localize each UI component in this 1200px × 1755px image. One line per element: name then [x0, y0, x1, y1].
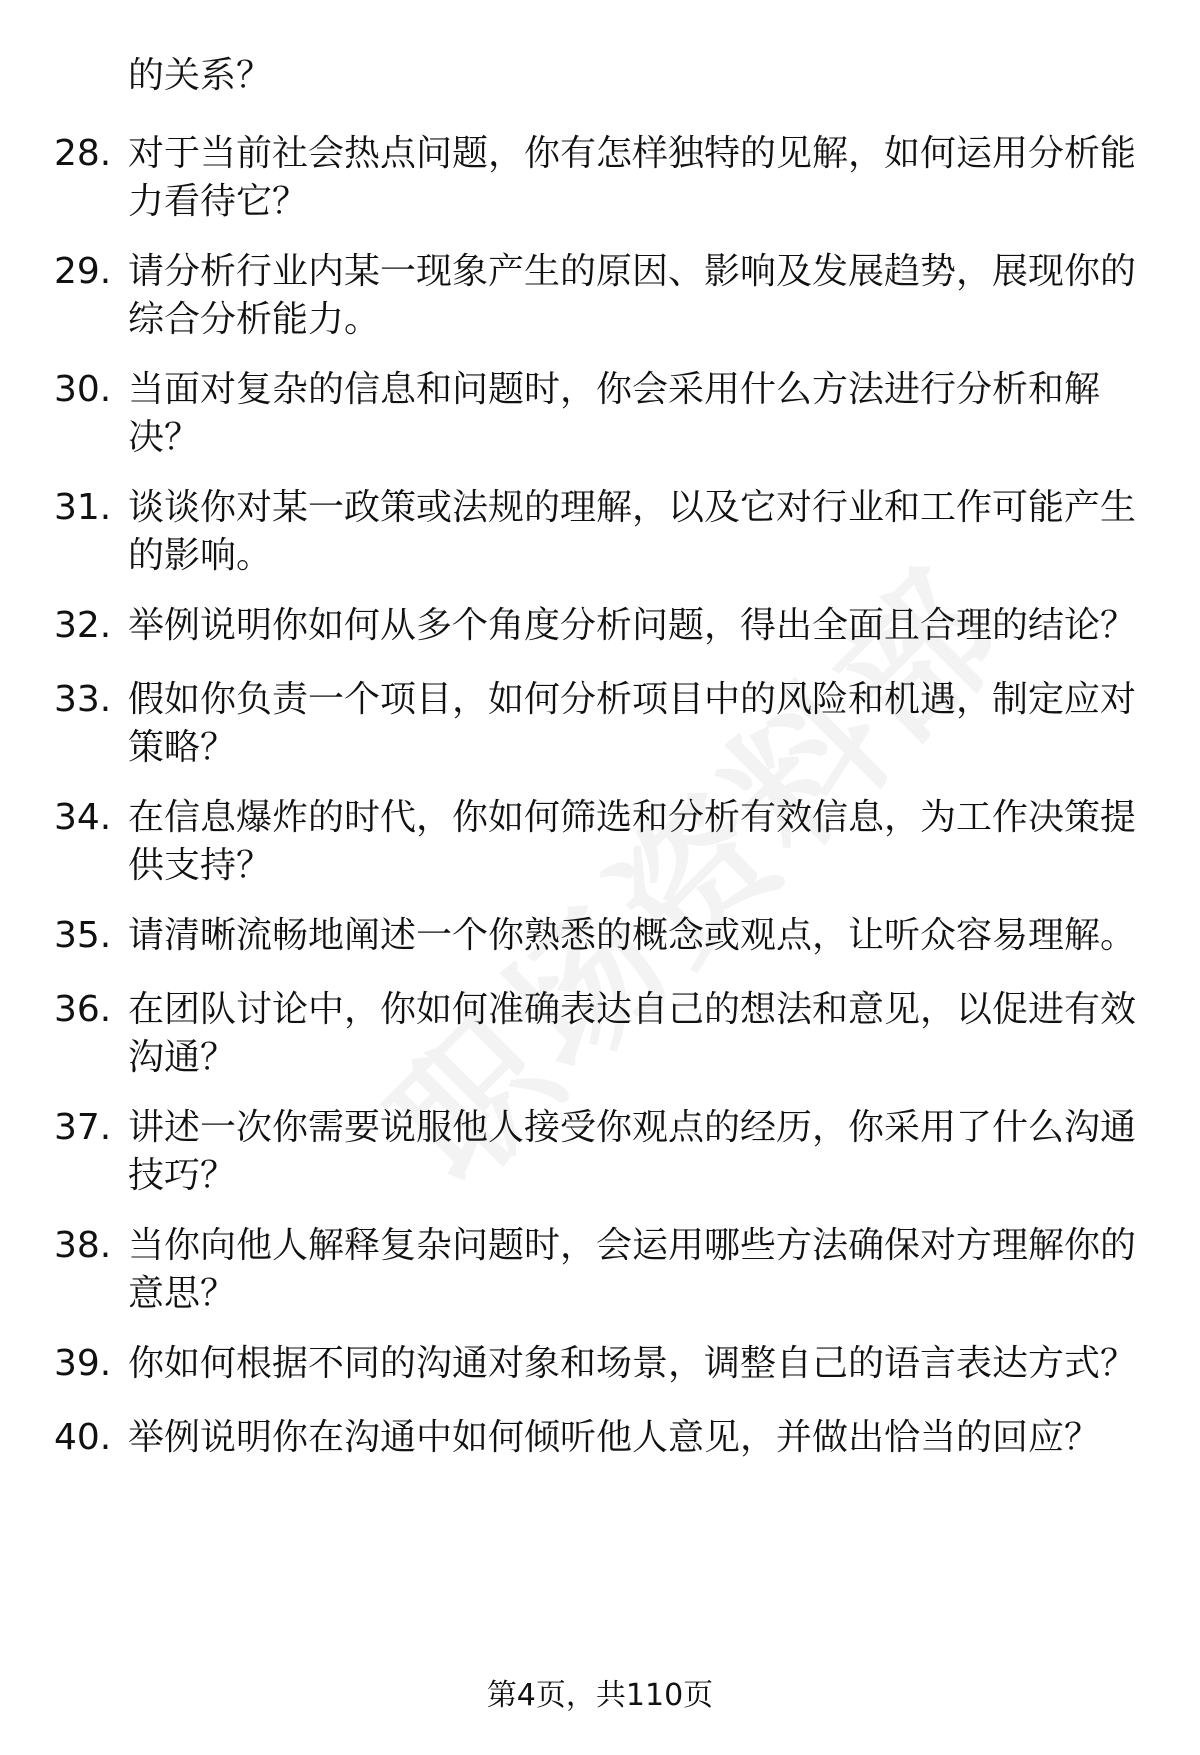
question-text — [128, 1414, 1143, 1462]
question-text — [128, 986, 1143, 1082]
question-line: 意思？ — [128, 1273, 237, 1314]
continued-line: 的关系？ — [128, 55, 273, 96]
question-line: 你如何根据不同的沟通对象和场景，调整自己的语言表达方式？ — [128, 1343, 1137, 1384]
question-text — [128, 1104, 1143, 1200]
question-line: 举例说明你如何从多个角度分析问题，得出全面且合理的结论？ — [128, 605, 1137, 646]
question-text — [128, 912, 1143, 960]
question-number: 38. — [54, 1225, 112, 1266]
question-line: 综合分析能力。 — [128, 299, 381, 340]
question-number: 33. — [54, 679, 112, 720]
question-text — [128, 366, 1143, 462]
question-line: 当面对复杂的信息和问题时，你会采用什么方法进行分析和解 — [128, 369, 1101, 410]
question-line: 讲述一次你需要说服他人接受你观点的经历，你采用了什么沟通 — [128, 1107, 1137, 1148]
question-line: 策略？ — [128, 727, 237, 768]
question-text — [128, 602, 1143, 650]
question-line: 力看待它？ — [128, 181, 309, 222]
question-number: 39. — [54, 1343, 112, 1384]
question-line: 请分析行业内某一现象产生的原因、影响及发展趋势，展现你的 — [128, 251, 1137, 292]
question-line: 在团队讨论中，你如何准确表达自己的想法和意见，以促进有效 — [128, 989, 1137, 1030]
question-line: 的影响。 — [128, 535, 273, 576]
question-number: 29. — [54, 251, 112, 292]
question-text — [128, 130, 1143, 226]
question-text — [128, 484, 1143, 580]
question-number: 30. — [54, 369, 112, 410]
question-number: 35. — [54, 915, 112, 956]
question-line: 谈谈你对某一政策或法规的理解，以及它对行业和工作可能产生 — [128, 487, 1137, 528]
question-text — [128, 794, 1143, 890]
question-line: 供支持？ — [128, 845, 273, 886]
question-line: 沟通？ — [128, 1037, 237, 1078]
question-text — [128, 1340, 1143, 1388]
question-number: 34. — [54, 797, 112, 838]
question-line: 对于当前社会热点问题，你有怎样独特的见解，如何运用分析能 — [128, 133, 1137, 174]
question-number: 32. — [54, 605, 112, 646]
question-number: 40. — [54, 1417, 112, 1458]
question-line: 在信息爆炸的时代，你如何筛选和分析有效信息，为工作决策提 — [128, 797, 1137, 838]
question-text — [128, 248, 1143, 344]
question-line: 假如你负责一个项目，如何分析项目中的风险和机遇，制定应对 — [128, 679, 1137, 720]
question-line: 举例说明你在沟通中如何倾听他人意见，并做出恰当的回应？ — [128, 1417, 1101, 1458]
question-number: 37. — [54, 1107, 112, 1148]
question-text — [128, 1222, 1143, 1318]
question-line: 当你向他人解释复杂问题时，会运用哪些方法确保对方理解你的 — [128, 1225, 1137, 1266]
question-text — [128, 676, 1143, 772]
question-line: 技巧？ — [128, 1155, 237, 1196]
question-number: 28. — [54, 133, 112, 174]
question-line: 决？ — [128, 417, 201, 458]
question-number: 36. — [54, 989, 112, 1030]
question-line: 请清晰流畅地阐述一个你熟悉的概念或观点，让听众容易理解。 — [128, 915, 1137, 956]
question-number: 31. — [54, 487, 112, 528]
page-number-footer: 第4页，共110页 — [486, 1678, 714, 1713]
